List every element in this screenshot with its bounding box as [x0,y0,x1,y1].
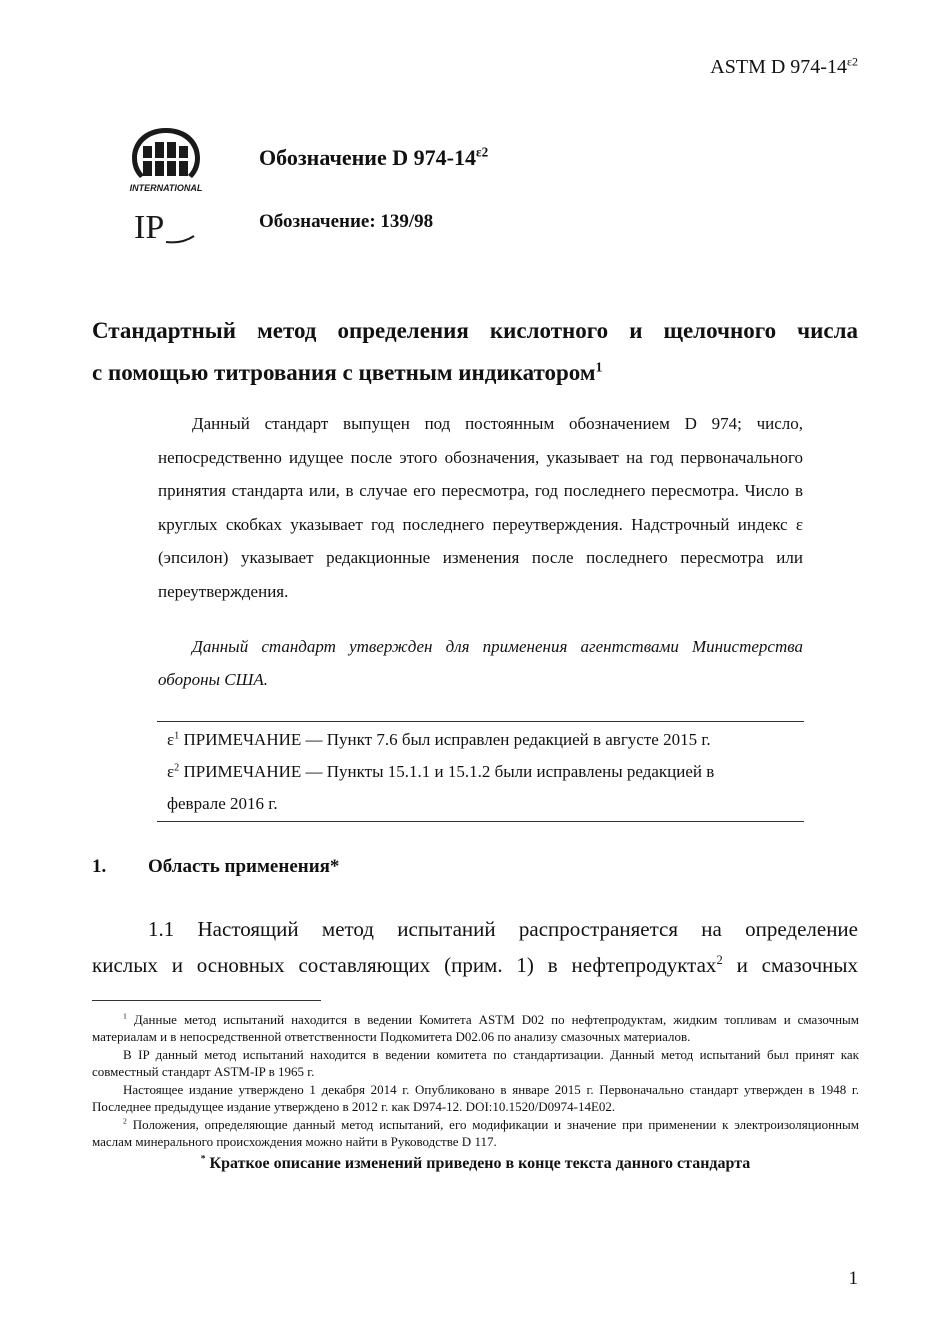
editorial-note-2-cont: феврале 2016 г. [167,794,278,813]
title-line-2: с помощью титрования с цветным индикатором$^1$ [92,359,603,385]
paragraph-1-1-line-1: 1.1 Настоящий метод испытаний распространяется на определение [148,917,858,941]
editorial-note-2: $\varepsilon^2$ ПРИМЕЧАНИЕ — Пункты 15.1.1 и 15.1.2 были исправлены редакцией в [167,762,715,781]
designation-main: Обозначение D $974-14^{\varepsilon 2}$ [259,144,489,170]
paragraph-1-1-line-2: кислых и основных составляющих (прим. 1) в нефтепродуктах$^2$ и смазочных [92,953,858,977]
page-number: 1 [848,1268,858,1289]
designation-ip: Обозначение: 139/98 [259,211,434,232]
footnote-1-para-3: Настоящее издание утверждено 1 декабря 2014 г. Опубликовано в январе 2015 г. Первоначально стандарт утвержден в 1948 г. Последнее предыдущее издание утверждено в 2012 г. как D974-12. DOI:10.1520/D0974-14E02. [92,1082,859,1114]
dod-text: Данный стандарт утвержден для применения агентствами Министерства обороны США. [158,637,803,689]
astm-logo-text: INTERNATIONAL [129,183,203,193]
dod-approval-note [158,630,803,696]
editorial-notes-box [157,721,804,822]
footnote-1: $^1$ Данные метод испытаний находится в ведении Комитета ASTM D02 по нефтепродуктам, жидким топливам и смазочным материалам и в непосредственной ответственности Подкомитета D02.06 по анализу смазочных материалов. [92,1011,859,1044]
editorial-note-1: $\varepsilon^1$ ПРИМЕЧАНИЕ — Пункт 7.6 был исправлен редакцией в августе 2015 г. [167,730,711,749]
document-title [92,310,858,394]
footnote-1-para-2: В IP данный метод испытаний находится в ведении комитета по стандартизации. Данный метод испытаний был принят как совместный стандарт ASTM-IP в 1965 г. [92,1047,859,1079]
section-1-heading: 1. Область применения* [92,856,340,877]
paragraph-1-1 [92,911,858,983]
title-line-1: Стандартный метод определения кислотного и щелочного числа [92,318,858,343]
astm-logo [124,124,208,194]
intro-paragraph [158,407,803,608]
footnote-star: * Краткое описание изменений приведено в конце текста данного стандарта [200,1153,751,1172]
footnotes [92,1012,859,1176]
ip-logo-text: IP [134,209,165,246]
ip-logo [132,206,196,246]
footnote-2: $^2$ Положения, определяющие данный метод испытаний, его модификации и значение при применении к электроизоляционным маслам минерального происхождения можно найти в Руководстве D 117. [92,1116,859,1149]
footnote-separator [92,1000,321,1001]
intro-text: Данный стандарт выпущен под постоянным обозначением D 974; число, непосредственно идущее после этого обозначения, указывает на год первоначального принятия стандарта или, в случае его пересмотра, год последнего пересмотра. Число в круглых скобках указывает год последнего переутверждения. Надстрочный индекс ε (эпсилон) указывает редакционные изменения после последнего пересмотра или переутверждения. [158,414,803,601]
header-doc-ref: ASTM D $974-14^{\varepsilon 2}$ [710,54,858,78]
